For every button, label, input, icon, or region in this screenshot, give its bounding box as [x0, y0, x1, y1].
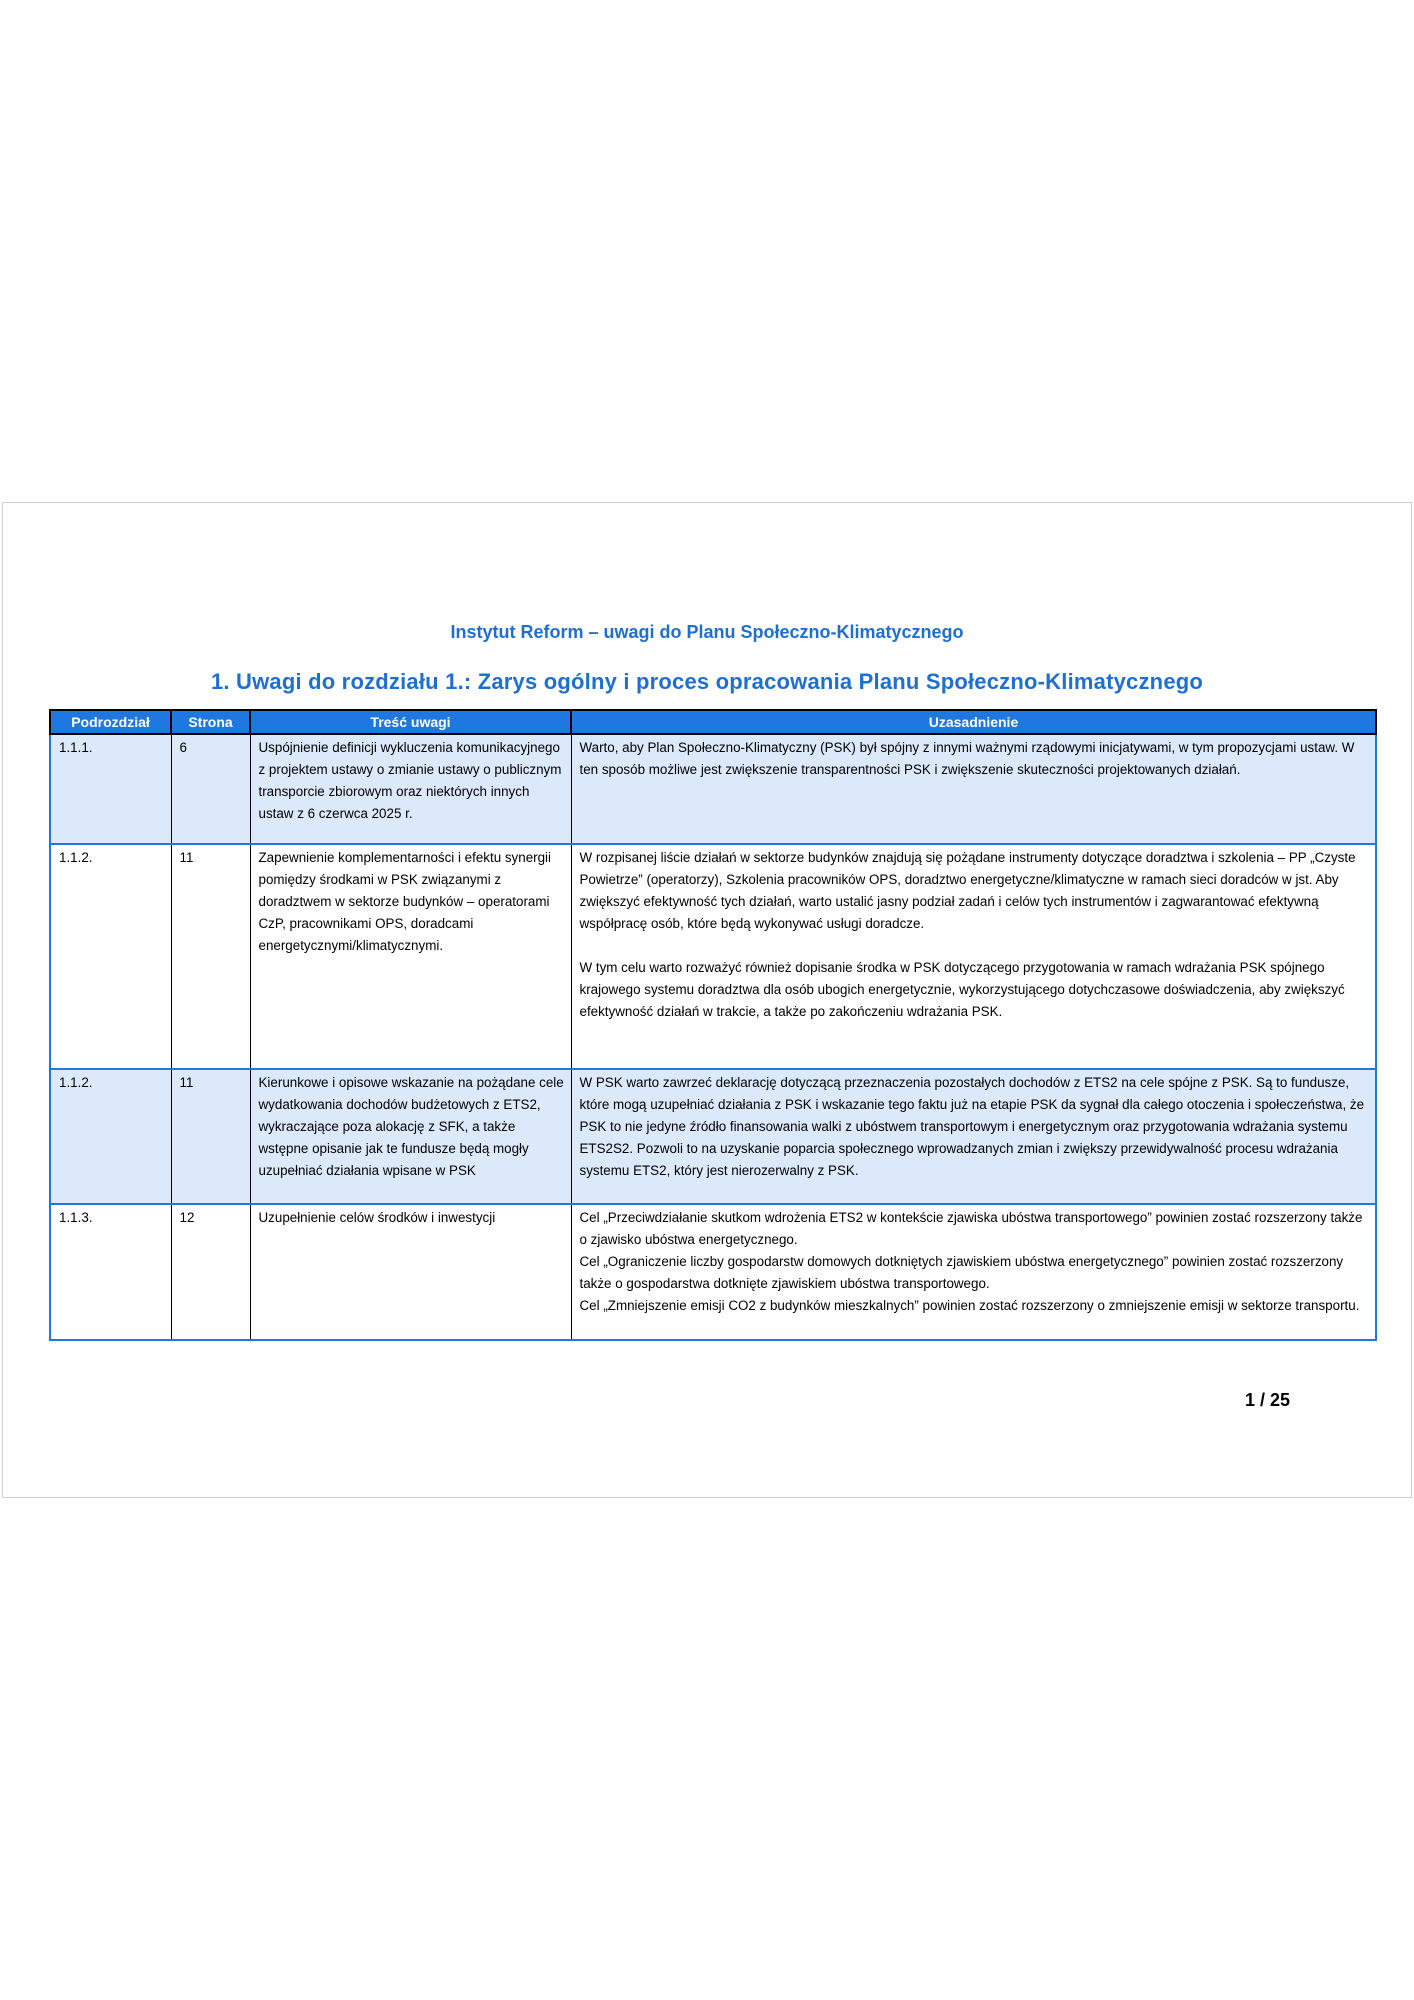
- section-heading: 1. Uwagi do rozdziału 1.: Zarys ogólny i proces opracowania Planu Społeczno-Klimatycznego: [210, 669, 1204, 694]
- comments-table: [49, 709, 1377, 1341]
- cell-page: 11: [171, 1069, 250, 1204]
- column-header-subsection: Podrozdział: [50, 710, 171, 734]
- column-header-justification: Uzasadnienie: [571, 710, 1376, 734]
- cell-page: 12: [171, 1204, 250, 1340]
- justification-paragraph: Cel „Zmniejszenie emisji CO2 z budynków mieszkalnych” powinien zostać rozszerzony o zmniejszenie emisji w sektorze transportu.: [579, 1298, 1360, 1313]
- justification-paragraph: W tym celu warto rozważyć również dopisanie środka w PSK dotyczącego przygotowania w ramach wdrażania PSK spójnego krajowego systemu doradztwa dla osób ubogich energetycznie, wykorzystującego dotychczasowe doświadczenia, aby zwiększyć efektywność działań w trakcie, a także po zakończeniu wdrażania PSK.: [579, 960, 1345, 1019]
- cell-subsection: 1.1.3.: [50, 1204, 171, 1340]
- cell-comment: Zapewnienie komplementarności i efektu synergii pomiędzy środkami w PSK związanymi z doradztwem w sektorze budynków – operatorami CzP, pracownikami OPS, doradcami energetycznymi/klimatycznymi.: [250, 844, 571, 1069]
- justification-paragraph: Cel „Ograniczenie liczby gospodarstw domowych dotkniętych zjawiskiem ubóstwa energetycznego” powinien zostać rozszerzony także o gospodarstwa dotknięte zjawiskiem ubóstwa transportowego.: [579, 1254, 1344, 1291]
- justification-paragraph: Cel „Przeciwdziałanie skutkom wdrożenia ETS2 w kontekście zjawiska ubóstwa transportowego” powinien zostać rozszerzony także o zjawisko ubóstwa energetycznego.: [579, 1210, 1363, 1247]
- cell-justification: [571, 1069, 1376, 1204]
- table-row: [50, 844, 1376, 1069]
- table-row: [50, 1204, 1376, 1340]
- cell-justification: [571, 734, 1376, 844]
- cell-subsection: 1.1.1.: [50, 734, 171, 844]
- cell-subsection: 1.1.2.: [50, 844, 171, 1069]
- cell-page: 11: [171, 844, 250, 1069]
- cell-comment: Uzupełnienie celów środków i inwestycji: [250, 1204, 571, 1340]
- justification-paragraph: Warto, aby Plan Społeczno-Klimatyczny (PSK) był spójny z innymi ważnymi rządowymi inicjatywami, w tym propozycjami ustaw. W ten sposób możliwe jest zwiększenie transparentności PSK i zwiększenie skuteczności projektowanych działań.: [579, 740, 1355, 777]
- cell-justification: [571, 844, 1376, 1069]
- table-header-row: [50, 710, 1376, 734]
- column-header-comment: Treść uwagi: [250, 710, 571, 734]
- cell-comment: Uspójnienie definicji wykluczenia komunikacyjnego z projektem ustawy o zmianie ustawy o publicznym transporcie zbiorowym oraz niektórych innych ustaw z 6 czerwca 2025 r.: [250, 734, 571, 844]
- justification-paragraph: W rozpisanej liście działań w sektorze budynków znajdują się pożądane instrumenty dotyczące doradztwa i szkolenia – PP „Czyste Powietrze” (operatorzy), Szkolenia pracowników OPS, doradztwo energetyczne/klimatyczne w ramach sieci doradców w jst. Aby zwiększyć efektywność tych działań, warto ustalić jasny podział zadań i celów tych instrumentów i zagwarantować efektywną współpracę osób, które będą wykonywać usługi doradcze.: [579, 850, 1356, 931]
- document-title: Instytut Reform – uwagi do Planu Społeczno-Klimatycznego: [450, 622, 964, 642]
- cell-comment: Kierunkowe i opisowe wskazanie na pożądane cele wydatkowania dochodów budżetowych z ETS2, wykraczające poza alokację z SFK, a także wstępne opisanie jak te fundusze będą mogły uzupełniać działania wpisane w PSK: [250, 1069, 571, 1204]
- cell-subsection: 1.1.2.: [50, 1069, 171, 1204]
- table-row: [50, 1069, 1376, 1204]
- cell-page: 6: [171, 734, 250, 844]
- page-indicator: 1 / 25: [1244, 1390, 1290, 1410]
- column-header-page: Strona: [171, 710, 250, 734]
- table-row: [50, 734, 1376, 844]
- cell-justification: [571, 1204, 1376, 1340]
- justification-paragraph: W PSK warto zawrzeć deklarację dotyczącą przeznaczenia pozostałych dochodów z ETS2 na cele spójne z PSK. Są to fundusze, które mogą uzupełniać działania z PSK i wskazanie tego faktu już na etapie PSK da sygnał dla całego otoczenia i społeczeństwa, że PSK to nie jedyne źródło finansowania walki z ubóstwem transportowym i energetycznym oraz przygotowania wdrażania systemu ETS2S2. Pozwoli to na uzyskanie poparcia społecznego wprowadzanych zmian i zwiększy przewidywalność procesu wdrażania systemu ETS2, który jest nierozerwalny z PSK.: [579, 1075, 1365, 1178]
